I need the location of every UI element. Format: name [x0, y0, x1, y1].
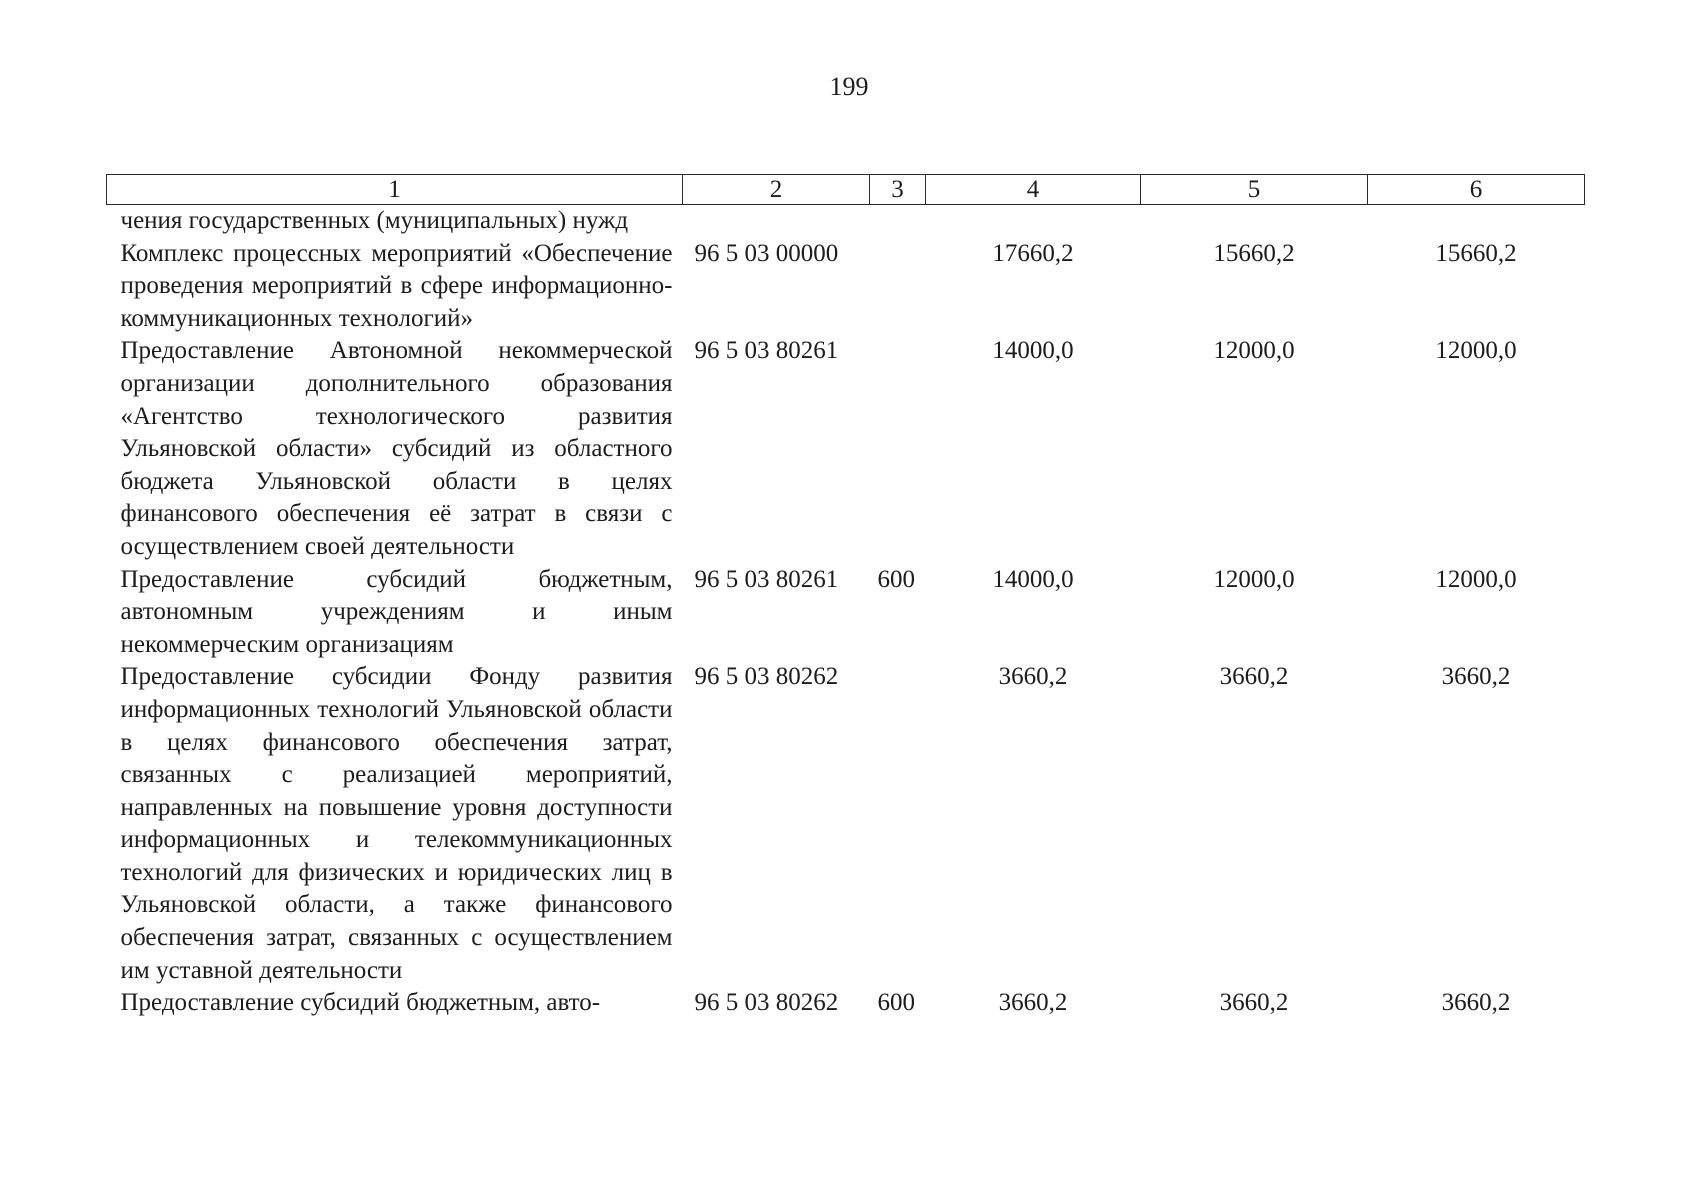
row-expense-type	[870, 205, 926, 238]
row-amount-col5	[1141, 205, 1368, 238]
row-expense-type	[870, 335, 926, 563]
row-description: Комплекс процессных мероприятий «Обеспечение проведения мероприятий в сфере информационно-коммуникационных технологий»	[120, 239, 673, 332]
row-amount-col4	[926, 205, 1141, 238]
table-row	[107, 661, 1585, 987]
row-description: Предоставление субсидий бюджетным, авто-	[120, 989, 601, 1017]
row-amount-col6: 3660,2	[1441, 989, 1511, 1017]
budget-table	[106, 174, 1585, 1020]
budget-table-container	[106, 174, 1584, 1020]
header-row	[107, 175, 1585, 205]
table-row	[107, 335, 1585, 563]
row-amount-col6: 12000,0	[1435, 565, 1517, 593]
table-row	[107, 205, 1585, 238]
row-target-code	[683, 205, 870, 238]
row-amount-col4: 14000,0	[992, 337, 1074, 365]
column-header-5: 5	[1141, 175, 1368, 205]
row-description: Предоставление Автономной некоммерческой организации дополнительного образования «Агентство технологического развития Ульяновской области» субсидий из областного бюджета Ульяновской области в целях финансового обеспечения её затрат в связи с осуществлением своей деятельности	[120, 337, 673, 560]
row-amount-col6: 12000,0	[1435, 337, 1517, 365]
row-expense-type: 600	[877, 565, 915, 593]
column-header-4: 4	[926, 175, 1141, 205]
row-target-code: 96 5 03 80261	[694, 337, 839, 365]
table-row	[107, 987, 1585, 1020]
row-amount-col4: 14000,0	[992, 565, 1074, 593]
row-amount-col6: 3660,2	[1441, 663, 1511, 691]
row-amount-col5: 12000,0	[1213, 565, 1295, 593]
row-expense-type: 600	[877, 989, 915, 1017]
column-header-3: 3	[870, 175, 926, 205]
table-header	[107, 175, 1585, 205]
column-header-1: 1	[107, 175, 683, 205]
row-expense-type	[870, 238, 926, 336]
row-description: Предоставление субсидий бюджетным, автономным учреждениям и иным некоммерческим организациям	[120, 565, 673, 658]
row-amount-col5: 15660,2	[1213, 239, 1295, 267]
row-amount-col4: 3660,2	[998, 663, 1068, 691]
row-description: чения государственных (муниципальных) нужд	[120, 207, 629, 234]
page-number: 199	[829, 72, 869, 101]
table-row	[107, 238, 1585, 336]
column-header-6: 6	[1368, 175, 1585, 205]
row-target-code: 96 5 03 00000	[694, 239, 839, 267]
row-expense-type	[870, 661, 926, 987]
row-amount-col4: 17660,2	[992, 239, 1074, 267]
row-amount-col4: 3660,2	[998, 989, 1068, 1017]
row-amount-col6: 15660,2	[1435, 239, 1517, 267]
row-target-code: 96 5 03 80261	[694, 565, 839, 593]
column-header-2: 2	[683, 175, 870, 205]
row-amount-col5: 3660,2	[1219, 989, 1289, 1017]
row-amount-col5: 3660,2	[1219, 663, 1289, 691]
row-target-code: 96 5 03 80262	[694, 989, 839, 1017]
row-description: Предоставление субсидии Фонду развития информационных технологий Ульяновской области в целях финансового обеспечения затрат, связанных с реализацией мероприятий, направленных на повышение уровня доступности информационных и телекоммуникационных технологий для физических и юридических лиц в Ульяновской области, а также финансового обеспечения затрат, связанных с осуществлением им уставной деятельности	[120, 663, 673, 984]
table-body	[107, 205, 1585, 1020]
row-amount-col5: 12000,0	[1213, 337, 1295, 365]
row-target-code: 96 5 03 80262	[694, 663, 839, 691]
row-amount-col6	[1368, 205, 1585, 238]
table-row	[107, 564, 1585, 662]
